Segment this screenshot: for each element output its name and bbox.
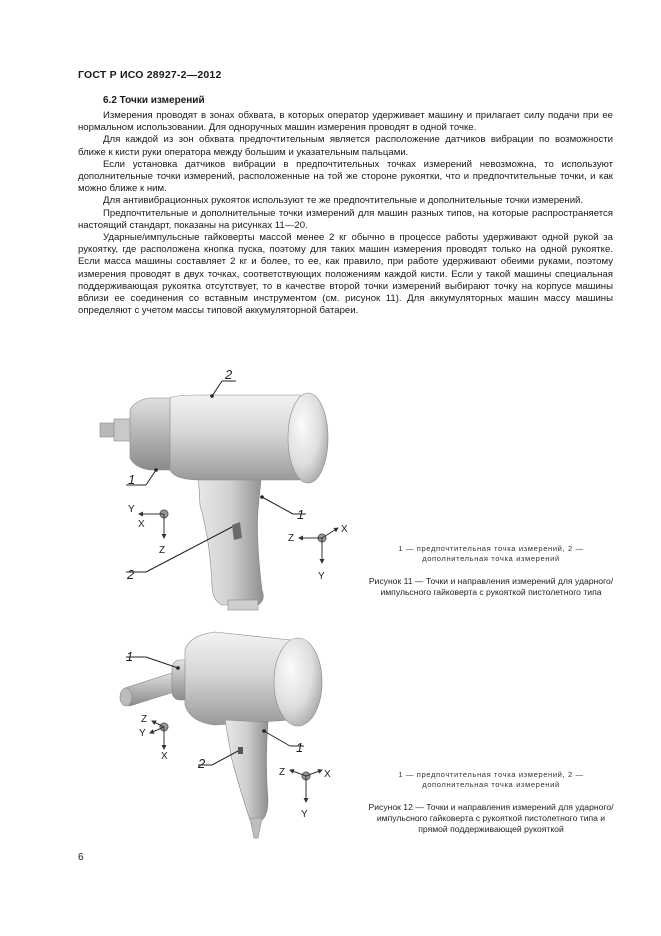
fig11-axis-y-left: Y	[128, 504, 135, 515]
fig12-axis-x-left: X	[161, 751, 168, 762]
fig11-axis-y-right: Y	[318, 571, 325, 582]
paragraph: Ударные/импульсные гайковерты массой менее 2 кг обычно в процессе работы удерживают одной рукой за рукоятку, где расположена кнопка пуска, поэтому для таких машин измерения проводят только на одной рукоятке. Если масса машины составляет 2 кг и более, то ее, как правило, при работе удерживают обеими руками, поэтому измерения проводят в двух точках, соответствующих положениям каждой кисти. Если у такой машины специальная поддерживающая рукоятка отсутствует, то в качестве второй точки измерений выбирают точку на корпусе машины вблизи ее соединения со вставным инструментом (см. рисунок 11). Для аккумуляторных машин массу машины определяют с учетом массы типовой аккумуляторной батареи.	[78, 232, 613, 317]
page-number: 6	[78, 852, 84, 863]
pistol-grip-2	[225, 720, 268, 820]
fig12-axis-y-right: Y	[301, 809, 308, 820]
fig12-label-1-left: 1	[126, 649, 134, 664]
figure12-tool	[120, 632, 322, 838]
paragraph: Если установка датчиков вибрации в предпочтительных точках измерений невозможна, то используют дополнительные точки измерений, расположенные на той же стороне рукоятки, что и предпочтительные точки, и как можно ближе к ним.	[78, 158, 613, 195]
fig12-axis-y-left: Y	[139, 728, 146, 739]
document-header: ГОСТ Р ИСО 28927-2—2012	[78, 69, 222, 81]
pistol-grip	[198, 470, 263, 605]
figure12-caption: Рисунок 12 — Точки и направления измерений для ударного/импульсного гайковерта с рукояткой пистолетного типа и прямой поддерживающей рукояткой	[368, 802, 614, 834]
fig12-axis-x-right: X	[324, 769, 331, 780]
figure11-axes-right	[299, 528, 338, 563]
fig12-axis-z-left: Z	[141, 714, 148, 725]
fig11-label-1-left: 1	[128, 472, 136, 487]
section-title: 6.2 Точки измерений	[103, 95, 205, 106]
fig11-label-1-right: 1	[297, 507, 305, 522]
fig11-axis-x-right: X	[341, 524, 348, 535]
fig12-label-1-right: 1	[296, 740, 304, 755]
figure11-legend: 1 — предпочтительная точка измерений, 2 — дополнительная точка измерений	[398, 544, 584, 563]
fig11-label-2-top: 2	[225, 367, 233, 382]
figure12-legend: 1 — предпочтительная точка измерений, 2 — дополнительная точка измерений	[398, 770, 584, 789]
fig11-label-2-bottom: 2	[127, 567, 135, 582]
fig12-axis-z-right: Z	[279, 767, 286, 778]
figure12-axes-right	[290, 770, 322, 802]
figure11-caption: Рисунок 11 — Точки и направления измерений для ударного/импульсного гайковерта с рукояткой пистолетного типа	[368, 576, 614, 597]
fig11-axis-z-right: Z	[288, 533, 295, 544]
fig11-axis-z-left: Z	[159, 545, 166, 556]
rear-cap-2	[274, 638, 322, 726]
rear-cap	[288, 393, 328, 483]
fig12-label-2: 2	[198, 756, 206, 771]
motor-housing	[170, 395, 300, 480]
paragraph: Измерения проводят в зонах обхвата, в которых оператор удерживает машину и прилагает силу подачи при ее нормальном использовании. Для одноручных машин измерения проводят в одной точке.	[78, 110, 613, 134]
paragraph: Для антивибрационных рукояток используют те же предпочтительные и дополнительные точки измерений.	[103, 195, 584, 207]
figure12-axes-left	[150, 721, 168, 749]
fig11-axis-x-left: X	[138, 519, 145, 530]
paragraph: Предпочтительные и дополнительные точки измерений для машин разных типов, на которые распространяется настоящий стандарт, показаны на рисунках 11—20.	[78, 207, 613, 231]
paragraph: Для каждой из зон обхвата предпочтительным является расположение датчиков вибрации по возможности ближе к кисти руки оператора между большим и указательным пальцами.	[78, 134, 613, 158]
